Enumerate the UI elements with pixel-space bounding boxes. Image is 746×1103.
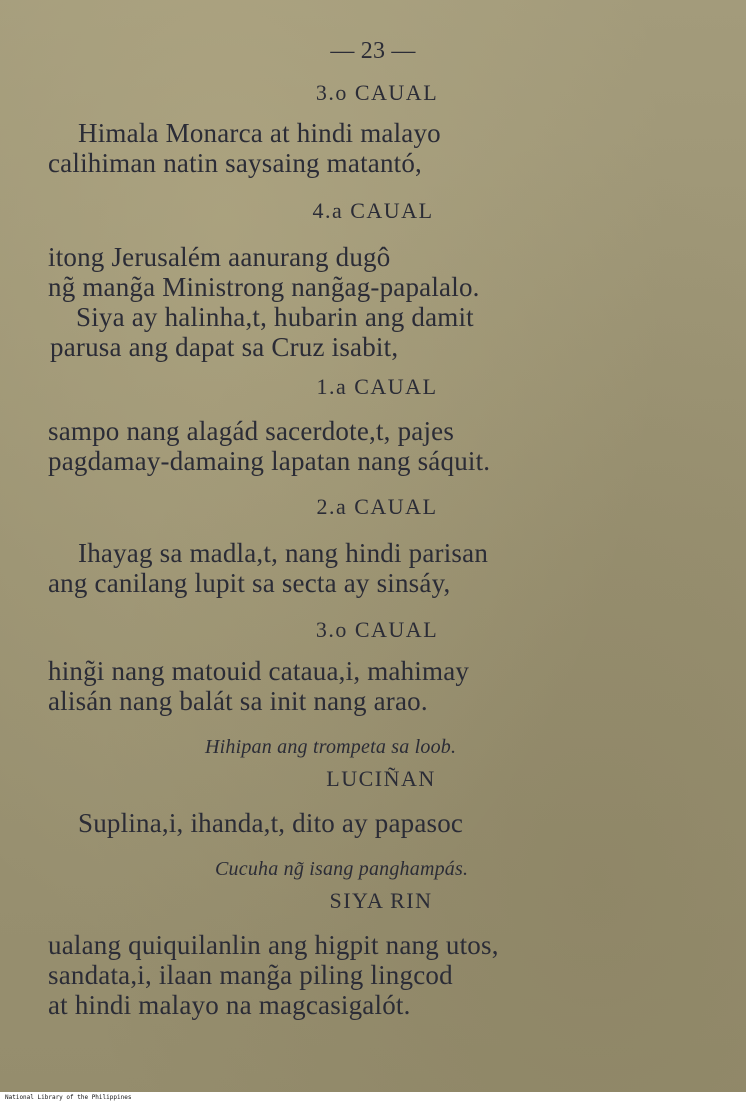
verse-line: Himala Monarca at hindi malayo [78,118,441,148]
verse-line: calihiman natin saysaing matantó, [48,148,423,178]
verse-line: Ihayag sa madla,t, nang hindi parisan [78,538,489,568]
verse-line: Suplina,i, ihanda,t, dito ay papasoc [78,808,464,838]
stage-direction: Hihipan ang trompeta sa loob. [205,736,457,758]
section-heading: 4.a CAUAL [312,198,434,223]
verse-line: itong Jerusalém aanurang dugô [48,242,391,272]
section-heading: 2.a CAUAL [316,494,438,519]
speaker-heading: SIYA RIN [329,888,433,913]
page-number: — 23 — [330,38,416,64]
speaker-heading: LUCIÑAN [326,766,436,791]
section-heading: 3.o CAUAL [315,80,439,105]
stage-direction: Cucuha ng̃ isang panghampás. [215,858,469,880]
section-heading: 3.o CAUAL [315,617,439,642]
verse-line: Siya ay halinha,t, hubarin ang damit [76,302,474,332]
verse-line: ang canilang lupit sa secta ay sinsáy, [48,568,451,598]
verse-line: parusa ang dapat sa Cruz isabit, [50,332,399,362]
verse-line: alisán nang balát sa init nang arao. [48,686,428,716]
section-heading: 1.a CAUAL [316,374,438,399]
verse-line: ng̃ mang̃a Ministrong nang̃ag-papalalo. [48,272,480,302]
verse-line: hing̃i nang matouid cataua,i, mahimay [48,656,470,686]
library-footer: National Library of the Philippines [2,1094,134,1102]
verse-line: sampo nang alagád sacerdote,t, pajes [48,416,455,446]
verse-line: ualang quiquilanlin ang higpit nang utos, [48,930,499,960]
verse-line: sandata,i, ilaan mang̃a piling lingcod [48,960,453,990]
verse-line: at hindi malayo na magcasigalót. [48,990,411,1020]
verse-line: pagdamay-damaing lapatan nang sáquit. [48,446,491,476]
